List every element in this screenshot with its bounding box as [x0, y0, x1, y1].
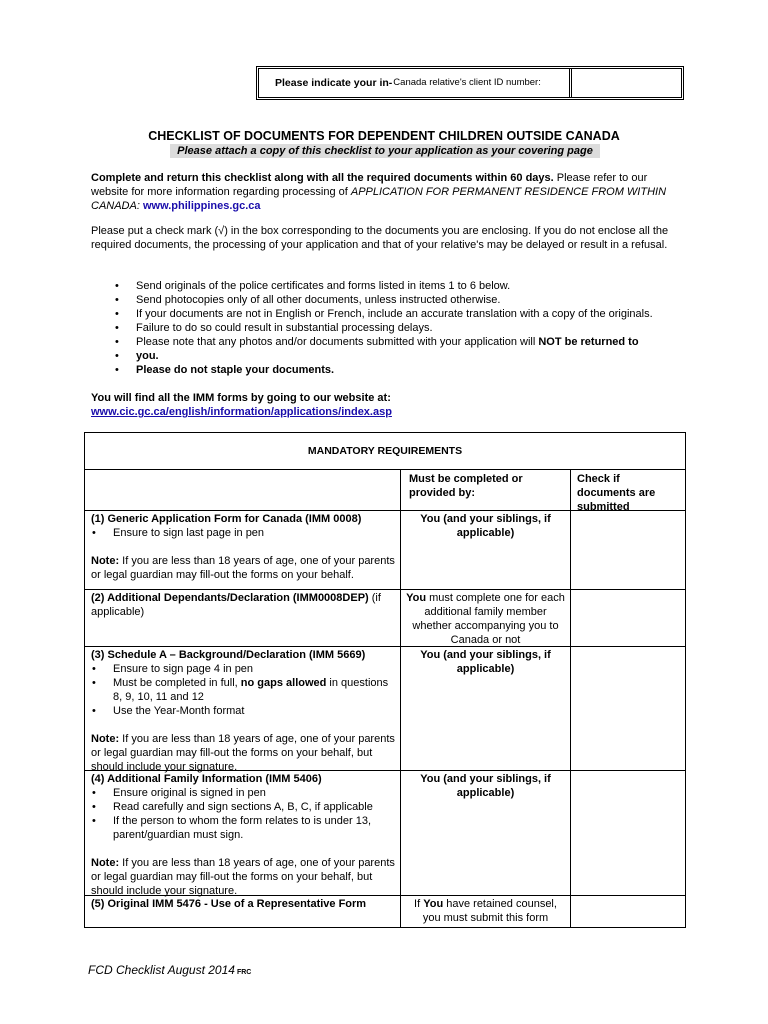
page-subtitle: Please attach a copy of this checklist to your application as your covering page [170, 144, 600, 158]
footer: FCD Checklist August 2014 FRC [88, 963, 252, 977]
check-instructions: Please put a check mark (√) in the box corresponding to the documents you are enclosing. If you do not enclose all the required documents, the processing of your application and that of your relative's may be delayed or result in a refusal. [91, 225, 669, 251]
requirements-table [84, 432, 686, 928]
client-id-field[interactable] [572, 69, 681, 97]
table-row: (1) Generic Application Form for Canada (IMM 0008) • Ensure to sign last page in pen Note: If you are less than 18 years of age, one of your parents or legal guardian may fill-out the forms on your behalf. You (and your siblings, if applicable) [85, 511, 685, 590]
list-item: • Please do not staple your documents. [91, 363, 691, 377]
page-title: CHECKLIST OF DOCUMENTS FOR DEPENDENT CHILDREN OUTSIDE CANADA [148, 129, 620, 143]
check-box[interactable] [571, 511, 685, 589]
table-row: (5) Original IMM 5476 - Use of a Representative Form If You have retained counsel, you must submit this form [85, 896, 685, 927]
list-item: • you. [91, 349, 691, 363]
client-id-box [256, 66, 684, 100]
check-box[interactable] [571, 590, 685, 646]
list-item: • Send originals of the police certificates and forms listed in items 1 to 6 below. [91, 279, 691, 293]
list-item: • Please note that any photos and/or documents submitted with your application will NOT be returned to [91, 335, 691, 349]
imm-forms-paragraph: You will find all the IMM forms by going to our website at: www.cic.gc.ca/english/information/applications/index.asp [91, 392, 392, 418]
instructions-list [91, 279, 691, 377]
client-id-label: Please indicate your in- Canada relative's client ID number: [259, 69, 572, 97]
column-header-check: Check if documents are submitted [577, 473, 656, 513]
list-item: • If your documents are not in English or French, include an accurate translation with a copy of the originals. [91, 307, 691, 321]
list-item: • Failure to do so could result in substantial processing delays. [91, 321, 691, 335]
check-box[interactable] [571, 647, 685, 770]
table-row: (3) Schedule A – Background/Declaration (IMM 5669) • Ensure to sign page 4 in pen • Must be completed in full, no gaps allowed in questions 8, 9, 10, 11 and 12 • Use the Year-Month format Note: If you are less than 18 years of age, one of your parents or legal guardian may fill-out the forms on your behalf, but should include your signature. You (and your siblings, if applicable) [85, 647, 685, 771]
website-link[interactable]: www.philippines.gc.ca [142, 200, 261, 212]
imm-forms-link[interactable]: www.cic.gc.ca/english/information/applications/index.asp [91, 406, 392, 418]
table-row: (2) Additional Dependants/Declaration (IMM0008DEP) (if applicable) You must complete one for each additional family member whether accompanying you to Canada or not [85, 590, 685, 647]
table-header: MANDATORY REQUIREMENTS [85, 433, 685, 470]
table-row: (4) Additional Family Information (IMM 5406) • Ensure original is signed in pen • Read carefully and sign sections A, B, C, if applicable • If the person to whom the form relates to is under 13, parent/guardian must sign. Note: If you are less than 18 years of age, one of your parents or legal guardian may fill-out the forms on your behalf, but should include your signature. You (and your siblings, if applicable) [85, 771, 685, 896]
check-box[interactable] [571, 896, 685, 927]
table-column-headers [85, 470, 685, 511]
column-header-by: Must be completed or provided by: [401, 470, 571, 510]
intro-paragraph: Complete and return this checklist along with all the required documents within 60 days. Please refer to our website for more information regarding processing of APPLICATION FOR PERMANENT RESIDENCE FROM WITHIN CANADA: www.philippines.gc.ca [91, 172, 667, 212]
list-item: • Send photocopies only of all other documents, unless instructed otherwise. [91, 293, 691, 307]
check-box[interactable] [571, 771, 685, 895]
